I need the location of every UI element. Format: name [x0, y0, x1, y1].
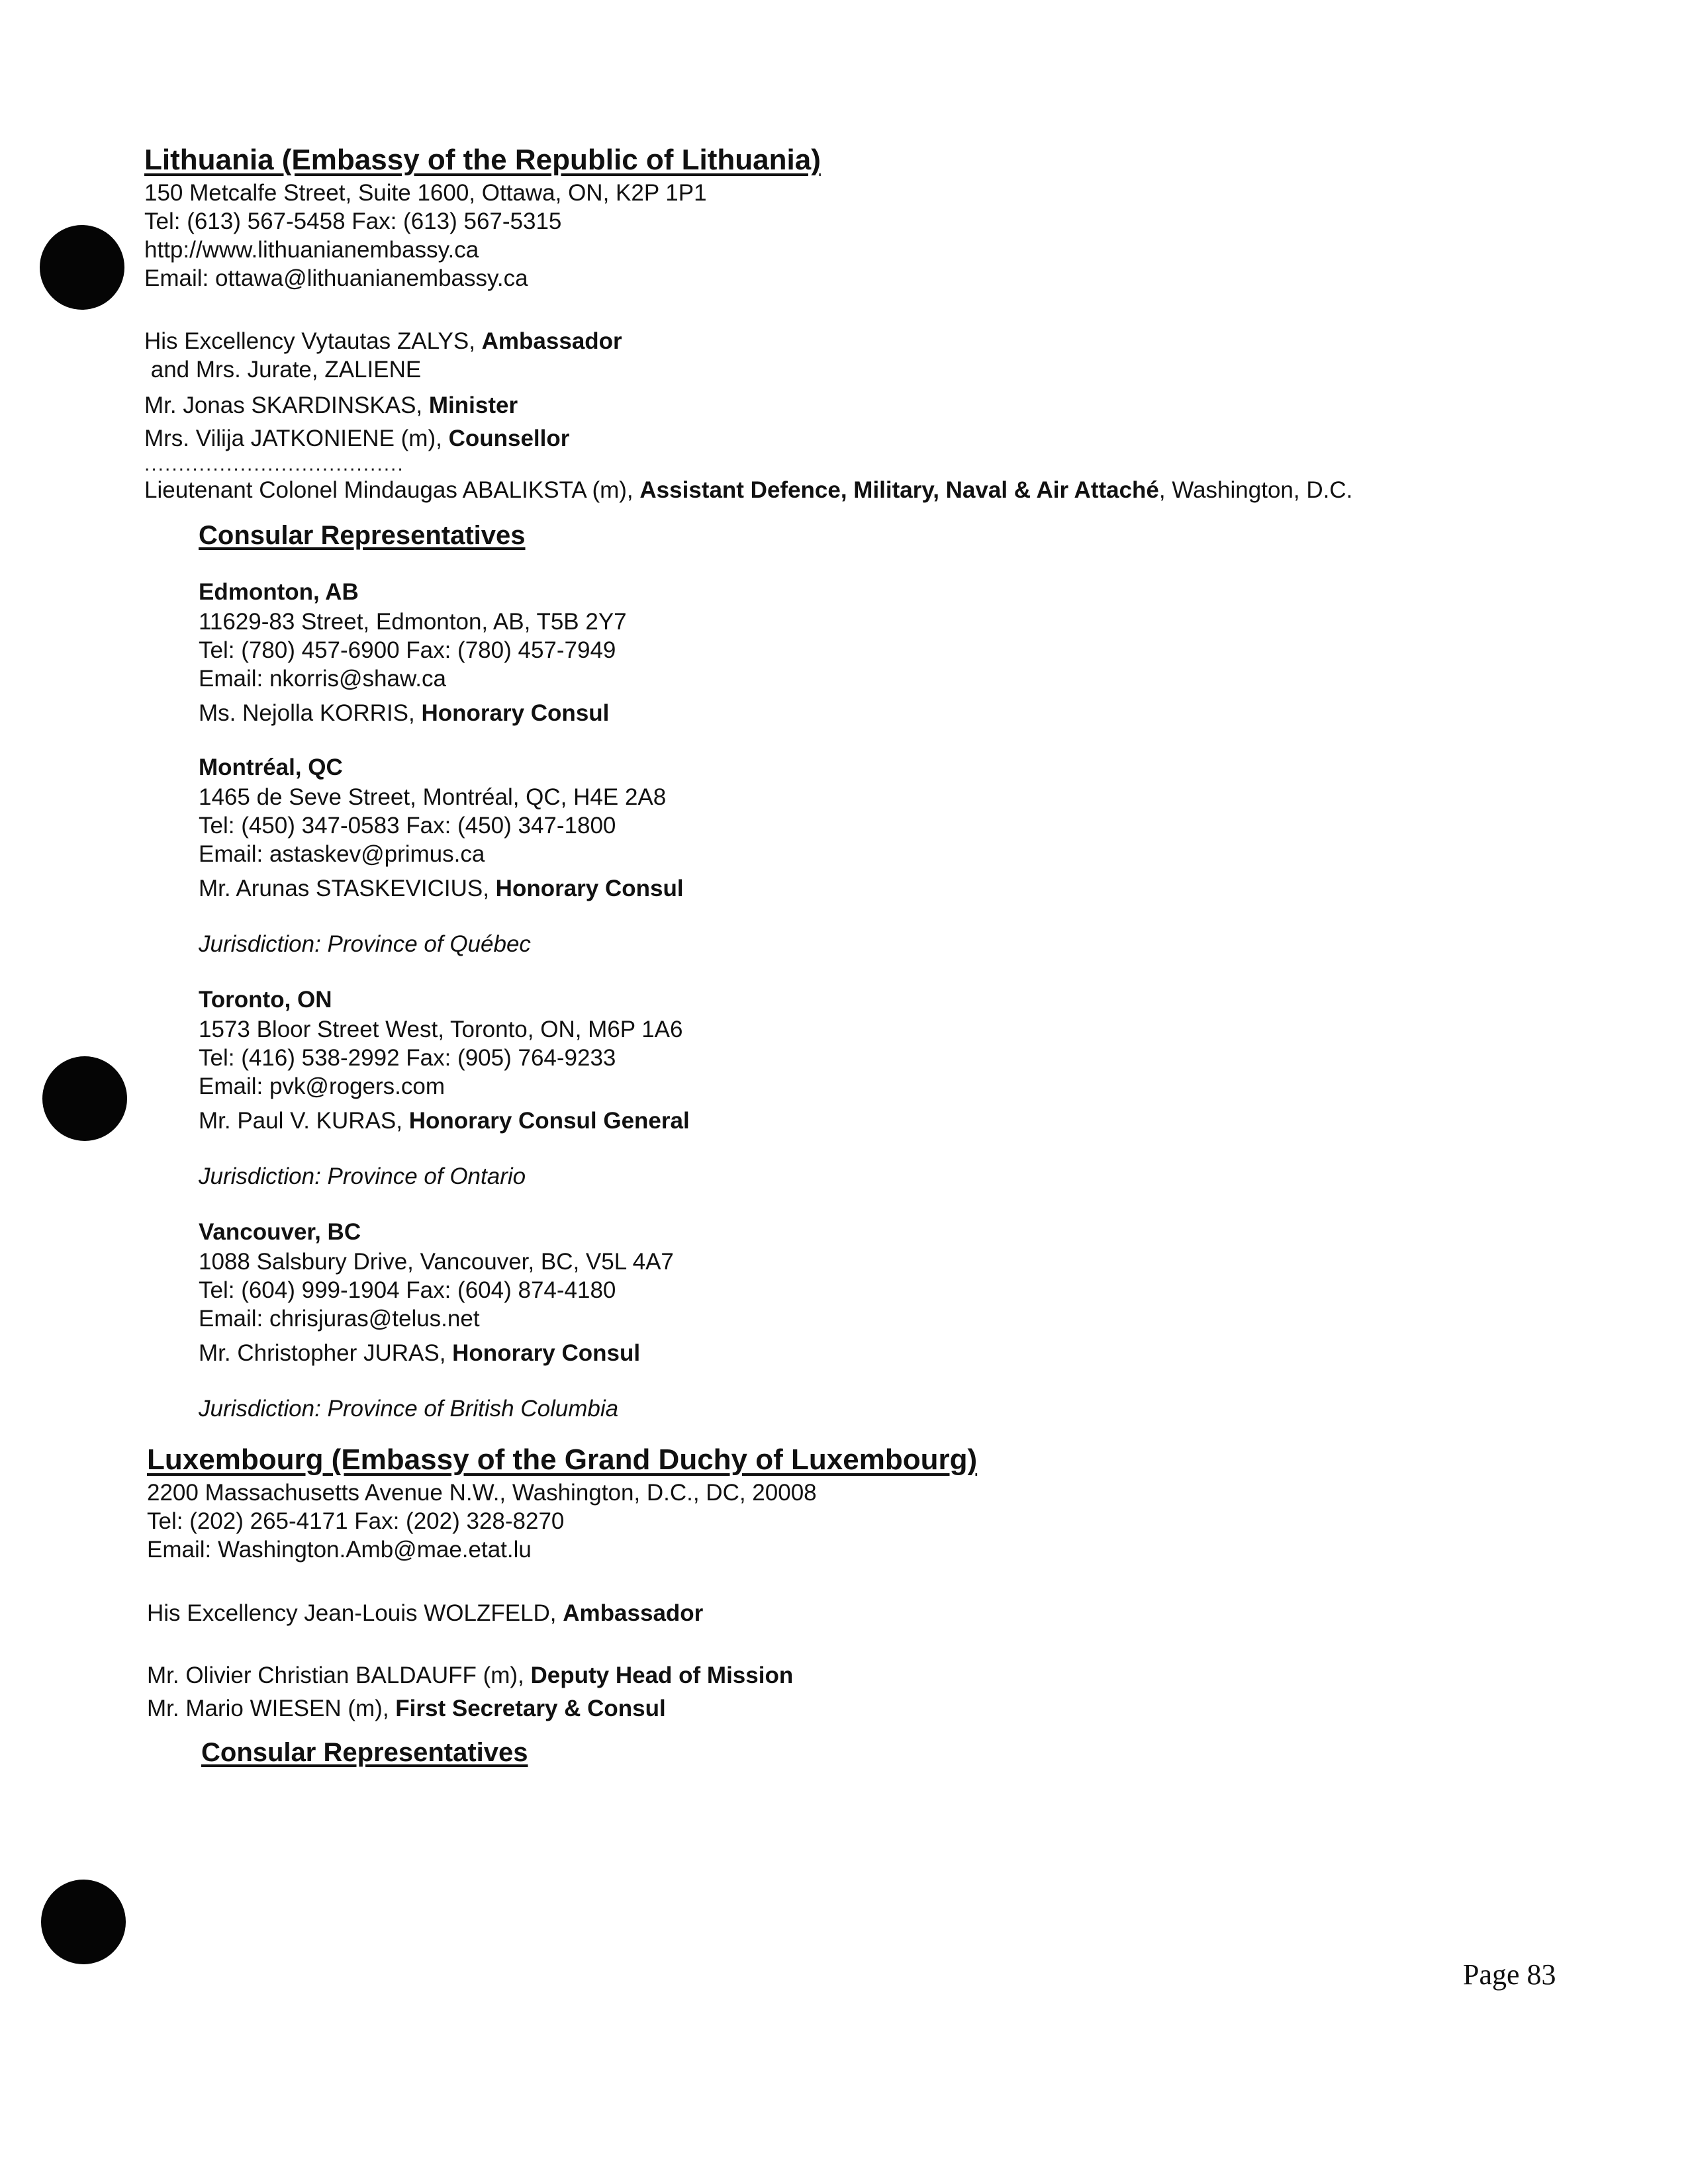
staff-name: and Mrs. Jurate, ZALIENE [144, 357, 422, 383]
staff-name: Lieutenant Colonel Mindaugas ABALIKSTA (m), [144, 477, 640, 503]
person-name: Mr. Paul V. KURAS, [199, 1108, 409, 1134]
ambassador-entry [147, 1597, 1601, 1630]
staff-entry [147, 1659, 1601, 1692]
staff-location: , Washington, D.C. [1158, 477, 1353, 503]
staff-entry [144, 389, 1601, 422]
person-title: Honorary Consul [495, 876, 684, 901]
luxembourg-email: Email: Washington.Amb@mae.etat.lu [147, 1537, 532, 1563]
luxembourg-section [147, 1441, 1601, 1769]
consulate-email: Email: pvk@rogers.com [199, 1073, 445, 1099]
consulate-person [199, 697, 1601, 730]
binder-hole-top [40, 225, 124, 310]
consulate-email: Email: astaskev@primus.ca [199, 841, 485, 867]
consulate-edmonton [199, 577, 1601, 730]
person-title: Honorary Consul General [408, 1108, 690, 1134]
consulate-city: Vancouver, BC [199, 1219, 361, 1245]
consulate-city: Toronto, ON [199, 987, 332, 1013]
consular-heading: Consular Representatives [199, 521, 526, 550]
consulate-person [199, 872, 1601, 905]
consulate-email: Email: nkorris@shaw.ca [199, 666, 446, 692]
consulate-person [199, 1337, 1601, 1370]
consulate-person [199, 1105, 1601, 1138]
staff-title: Deputy Head of Mission [530, 1662, 794, 1688]
binder-hole-bottom [41, 1880, 126, 1964]
lithuania-tel-fax: Tel: (613) 567-5458 Fax: (613) 567-5315 [144, 208, 562, 234]
lithuania-section [144, 142, 1601, 1424]
lithuania-email: Email: ottawa@lithuanianembassy.ca [144, 265, 528, 291]
binder-hole-middle [42, 1056, 127, 1141]
consulate-address: 1465 de Seve Street, Montréal, QC, H4E 2A8 [199, 784, 667, 810]
consulate-tel-fax: Tel: (604) 999-1904 Fax: (604) 874-4180 [199, 1277, 616, 1303]
luxembourg-heading: Luxembourg (Embassy of the Grand Duchy of Luxembourg) [147, 1443, 978, 1476]
luxembourg-tel-fax: Tel: (202) 265-4171 Fax: (202) 328-8270 [147, 1508, 565, 1534]
staff-name: Mrs. Vilija JATKONIENE (m), [144, 426, 449, 451]
consulate-address: 11629-83 Street, Edmonton, AB, T5B 2Y7 [199, 609, 627, 635]
person-name: Ms. Nejolla KORRIS, [199, 700, 422, 726]
luxembourg-consular [201, 1736, 1601, 1769]
staff-entry [144, 355, 1601, 384]
consular-heading: Consular Representatives [201, 1738, 528, 1767]
directory-page [144, 142, 1601, 1769]
staff-name: His Excellency Jean-Louis WOLZFELD, [147, 1600, 563, 1626]
luxembourg-address: 2200 Massachusetts Avenue N.W., Washington, D.C., DC, 20008 [147, 1480, 817, 1506]
lithuania-consular [199, 507, 1601, 1424]
staff-name: Mr. Olivier Christian BALDAUFF (m), [147, 1662, 531, 1688]
staff-entry [144, 327, 1601, 355]
lithuania-address: 150 Metcalfe Street, Suite 1600, Ottawa, ON, K2P 1P1 [144, 180, 707, 206]
attache-entry [144, 474, 1601, 507]
staff-name: Mr. Jonas SKARDINSKAS, [144, 392, 429, 418]
consulate-email: Email: chrisjuras@telus.net [199, 1306, 480, 1332]
consulate-city: Montréal, QC [199, 754, 343, 780]
staff-title: Assistant Defence, Military, Naval & Air Attaché [639, 477, 1159, 503]
page-number: Page 83 [1463, 1958, 1556, 1991]
person-name: Mr. Christopher JURAS, [199, 1340, 453, 1366]
staff-title: Minister [428, 392, 518, 418]
lithuania-heading: Lithuania (Embassy of the Republic of Lithuania) [144, 144, 821, 176]
staff-entry [144, 422, 1601, 455]
staff-name: His Excellency Vytautas ZALYS, [144, 328, 482, 354]
consulate-jurisdiction: Jurisdiction: Province of British Columbia [199, 1396, 619, 1422]
consulate-tel-fax: Tel: (416) 538-2992 Fax: (905) 764-9233 [199, 1045, 616, 1071]
staff-title: Counsellor [448, 426, 570, 451]
consulate-jurisdiction: Jurisdiction: Province of Québec [199, 931, 531, 957]
consulate-toronto [199, 985, 1601, 1192]
person-title: Honorary Consul [452, 1340, 641, 1366]
consulate-jurisdiction: Jurisdiction: Province of Ontario [199, 1163, 526, 1189]
consulate-tel-fax: Tel: (780) 457-6900 Fax: (780) 457-7949 [199, 637, 616, 663]
consulate-address: 1573 Bloor Street West, Toronto, ON, M6P 1A6 [199, 1017, 683, 1042]
separator: ...................................... [144, 453, 404, 475]
person-title: Honorary Consul [421, 700, 610, 726]
staff-title: Ambassador [481, 328, 622, 354]
staff-title: Ambassador [563, 1600, 704, 1626]
lithuania-website: http://www.lithuanianembassy.ca [144, 237, 479, 263]
staff-name: Mr. Mario WIESEN (m), [147, 1696, 396, 1721]
staff-entry [147, 1692, 1601, 1725]
consulate-tel-fax: Tel: (450) 347-0583 Fax: (450) 347-1800 [199, 813, 616, 839]
consulate-vancouver [199, 1217, 1601, 1424]
consulate-montreal [199, 752, 1601, 960]
consulate-city: Edmonton, AB [199, 579, 359, 605]
staff-title: First Secretary & Consul [395, 1696, 666, 1721]
person-name: Mr. Arunas STASKEVICIUS, [199, 876, 496, 901]
consulate-address: 1088 Salsbury Drive, Vancouver, BC, V5L 4A7 [199, 1249, 674, 1275]
